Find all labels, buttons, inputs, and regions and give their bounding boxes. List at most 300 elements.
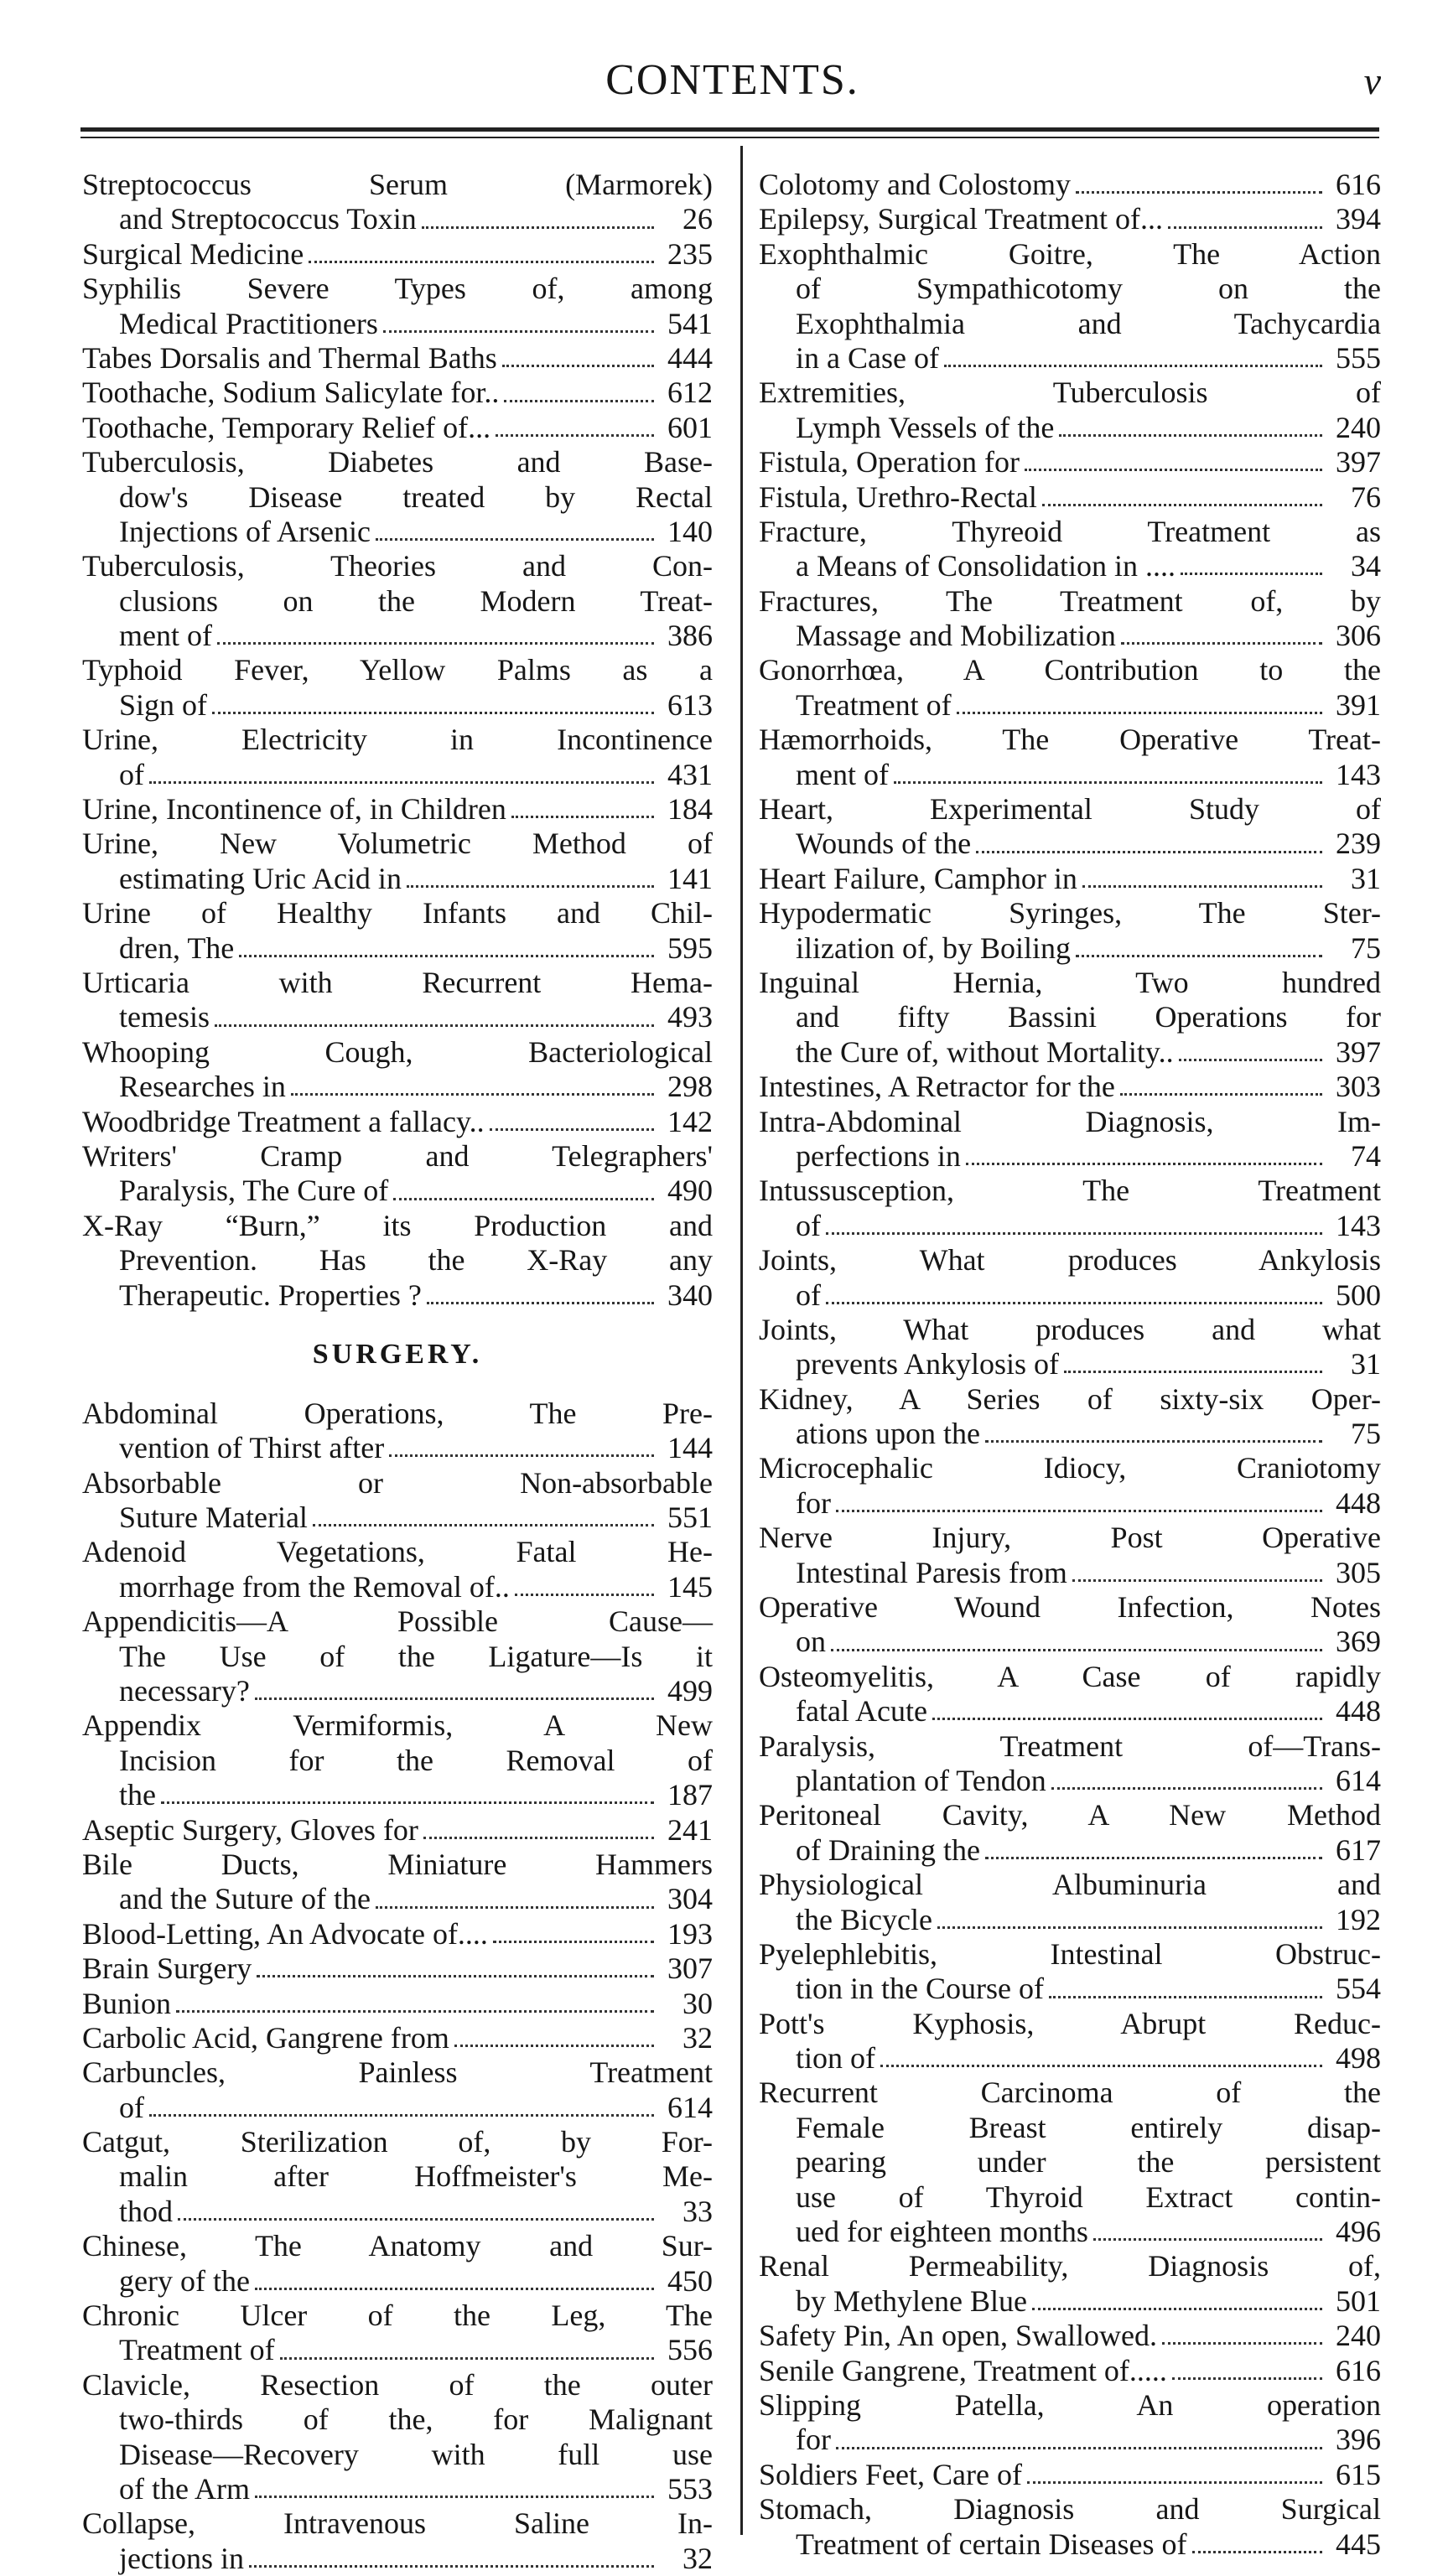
index-entry (82, 896, 713, 966)
header-rule-thin (80, 137, 1379, 138)
entry-text: Urine of Healthy Infants and Chil- (82, 896, 713, 930)
header-rule-thick (80, 127, 1379, 132)
entry-page-number: 187 (667, 1778, 713, 1812)
entry-text: Lymph Vessels of the (796, 410, 1055, 444)
entry-text: ment of (796, 757, 889, 791)
entry-page-number: 397 (1336, 445, 1381, 479)
index-entry (82, 827, 713, 896)
leader-dots (215, 1024, 654, 1027)
entry-page-number: 192 (1336, 1902, 1381, 1936)
index-entry (759, 1660, 1381, 1729)
index-entry (82, 237, 713, 272)
index-entry (82, 411, 713, 445)
leader-dots (831, 1649, 1322, 1651)
entry-page-number: 448 (1336, 1485, 1381, 1520)
entry-page-number: 340 (667, 1278, 713, 1312)
index-entry (82, 1604, 713, 1708)
entry-page-number: 444 (667, 340, 713, 375)
entry-text: Operative Wound Infection, Notes (759, 1590, 1381, 1625)
entry-text: two-thirds of the, for Malignant (119, 2402, 713, 2437)
leader-dots (966, 1163, 1322, 1165)
entry-text: in a Case of (796, 340, 939, 375)
index-entry (759, 1382, 1381, 1452)
leader-dots (976, 851, 1322, 853)
index-entry (759, 1313, 1381, 1382)
index-entry (759, 723, 1381, 792)
entry-page-number: 394 (1336, 202, 1381, 236)
entry-text: Soldiers Feet, Care of (759, 2457, 1022, 2491)
entry-text: Sign of (119, 687, 208, 722)
index-entry (82, 1987, 713, 2021)
entry-text: Colotomy and Colostomy (759, 168, 1072, 201)
index-entry (759, 653, 1381, 723)
section-heading: SURGERY. (312, 1338, 483, 1370)
entry-page-number: 616 (1336, 2353, 1381, 2387)
entry-page-number: 143 (1336, 757, 1381, 791)
index-entry (82, 723, 713, 792)
index-entry (759, 237, 1381, 376)
entry-text: Typhoid Fever, Yellow Palms as a (82, 653, 713, 687)
entry-text: Renal Permeability, Diagnosis of, (759, 2249, 1381, 2283)
entry-text: malin after Hoffmeister's Me- (119, 2159, 713, 2194)
entry-text: Gonorrhœa, A Contribution to the (759, 653, 1381, 687)
entry-text: and Streptococcus Toxin (119, 202, 417, 236)
entry-page-number: 235 (667, 236, 713, 271)
index-entry (759, 966, 1381, 1070)
entry-text: Massage and Mobilization (796, 619, 1116, 653)
entry-text: Stomach, Diagnosis and Surgical (759, 2492, 1381, 2527)
leader-dots (376, 1906, 654, 1909)
leader-dots (393, 1198, 654, 1200)
entry-page-number: 76 (1351, 479, 1381, 514)
index-entry (82, 549, 713, 653)
index-entry (759, 1590, 1381, 1660)
entry-page-number: 140 (667, 514, 713, 548)
entry-text: Prevention. Has the X-Ray any (119, 1243, 713, 1278)
index-entry (82, 272, 713, 341)
leader-dots (149, 781, 654, 784)
leader-dots (937, 1926, 1322, 1929)
entry-text: Heart Failure, Camphor in (759, 861, 1077, 895)
entry-text: Paralysis, Treatment of—Trans- (759, 1729, 1381, 1763)
entry-text: of (119, 2090, 144, 2124)
entry-page-number: 450 (667, 2263, 713, 2298)
entry-text: Aseptic Surgery, Gloves for (82, 1812, 418, 1847)
entry-text: for (796, 1485, 831, 1520)
entry-text: Urine, Incontinence of, in Children (82, 792, 506, 827)
leader-dots (217, 642, 654, 645)
leader-dots (255, 1697, 654, 1700)
leader-dots (149, 2114, 654, 2117)
entry-page-number: 240 (1336, 2319, 1381, 2353)
index-entry (82, 2368, 713, 2507)
index-entry (759, 1174, 1381, 1243)
entry-text: Researches in (119, 1070, 286, 1104)
entry-text: Chronic Ulcer of the Leg, The (82, 2299, 713, 2333)
entry-text: of the Arm (119, 2472, 250, 2506)
entry-text: ued for eighteen months (796, 2215, 1088, 2249)
leader-dots (1120, 1093, 1322, 1096)
entry-page-number: 307 (667, 1951, 713, 1986)
leader-dots (511, 816, 654, 818)
entry-text: Urine, New Volumetric Method of (82, 827, 713, 861)
entry-text: the Cure of, without Mortality.. (796, 1034, 1174, 1069)
entry-text: estimating Uric Acid in (119, 861, 402, 895)
entry-page-number: 240 (1336, 410, 1381, 444)
entry-text: Suture Material (119, 1501, 308, 1535)
index-entry (759, 2319, 1381, 2353)
index-entry (759, 584, 1381, 654)
leader-dots (880, 2065, 1322, 2067)
entry-text: Absorbable or Non-absorbable (82, 1465, 713, 1500)
entry-text: Treatment of (796, 687, 952, 722)
entry-text: Peritoneal Cavity, A New Method (759, 1798, 1381, 1832)
leader-dots (932, 1718, 1322, 1720)
entry-page-number: 26 (682, 202, 713, 236)
leader-dots (176, 2010, 654, 2013)
entry-text: Extremities, Tuberculosis of (759, 376, 1381, 410)
leader-dots (255, 2288, 654, 2290)
index-entry (759, 1868, 1381, 1937)
index-entry (82, 653, 713, 723)
leader-dots (1051, 1787, 1322, 1790)
leader-dots (427, 1302, 654, 1304)
index-entry (759, 1937, 1381, 2007)
entry-text: ilization of, by Boiling (796, 930, 1071, 965)
entry-text: Female Breast entirely disap- (796, 2110, 1381, 2144)
leader-dots (504, 400, 654, 402)
leader-dots (985, 1440, 1322, 1443)
entry-text: Hæmorrhoids, The Operative Treat- (759, 723, 1381, 757)
index-entry (759, 376, 1381, 445)
page-number: v (1363, 60, 1381, 102)
index-entry (759, 168, 1381, 202)
leader-dots (490, 1128, 654, 1131)
leader-dots (1168, 226, 1322, 229)
index-entry (759, 896, 1381, 966)
entry-page-number: 431 (667, 757, 713, 791)
entry-text: Safety Pin, An open, Swallowed. (759, 2319, 1157, 2353)
entry-text: Physiological Albuminuria and (759, 1868, 1381, 1902)
index-entry (82, 2229, 713, 2299)
entry-page-number: 496 (1336, 2215, 1381, 2249)
leader-dots (422, 226, 654, 229)
entry-text: the (119, 1778, 156, 1812)
entry-text: Intussusception, The Treatment (759, 1174, 1381, 1208)
entry-page-number: 241 (667, 1812, 713, 1847)
entry-page-number: 30 (682, 1986, 713, 2020)
entry-text: necessary? (119, 1674, 250, 1708)
entry-text: Pyelephlebitis, Intestinal Obstruc- (759, 1936, 1381, 1971)
leader-dots (389, 1454, 654, 1457)
leader-dots (957, 712, 1322, 714)
entry-text: Catgut, Sterilization of, by For- (82, 2125, 713, 2159)
entry-text: Intra-Abdominal Diagnosis, Im- (759, 1104, 1381, 1138)
entry-page-number: 32 (682, 2020, 713, 2055)
entry-text: Tabes Dorsalis and Thermal Baths (82, 340, 497, 375)
entry-text: and the Suture of the (119, 1882, 371, 1916)
entry-page-number: 32 (682, 2541, 713, 2575)
leader-dots (376, 538, 654, 541)
entry-text: Streptococcus Serum (Marmorek) (82, 168, 713, 201)
entry-text: Intestines, A Retractor for the (759, 1070, 1115, 1104)
entry-page-number: 499 (667, 1674, 713, 1708)
leader-dots (1076, 955, 1322, 957)
entry-page-number: 613 (667, 687, 713, 722)
entry-text: prevents Ankylosis of (796, 1347, 1059, 1381)
leader-dots (239, 955, 654, 957)
entry-page-number: 145 (667, 1569, 713, 1604)
entry-text: Syphilis Severe Types of, among (82, 272, 713, 306)
entry-page-number: 75 (1351, 1417, 1381, 1451)
entry-page-number: 75 (1351, 930, 1381, 965)
index-entry (82, 1466, 713, 1536)
entry-text: Tuberculosis, Theories and Con- (82, 549, 713, 583)
entry-text: Wounds of the (796, 827, 972, 861)
entry-text: Inguinal Hernia, Two hundred (759, 965, 1381, 999)
entry-text: Writers' Cramp and Telegraphers' (82, 1138, 713, 1173)
entry-text: thod (119, 2194, 174, 2228)
entry-text: Fistula, Urethro-Rectal (759, 479, 1037, 514)
entry-text: gery of the (119, 2263, 250, 2298)
entry-text: Treatment of certain Diseases of (796, 2527, 1187, 2561)
index-entry (759, 515, 1381, 584)
right-column (759, 168, 1381, 2562)
entry-page-number: 445 (1336, 2527, 1381, 2561)
entry-text: for (796, 2423, 831, 2457)
leader-dots (309, 261, 654, 263)
left-column (82, 168, 713, 2576)
entry-page-number: 144 (667, 1431, 713, 1465)
index-entry (759, 202, 1381, 236)
leader-dots (407, 885, 654, 888)
leader-dots (1121, 642, 1322, 645)
entry-text: Tuberculosis, Diabetes and Base- (82, 445, 713, 479)
entry-text: tion in the Course of (796, 1972, 1044, 2006)
entry-page-number: 369 (1336, 1625, 1381, 1659)
leader-dots (423, 1837, 654, 1839)
entry-text: of Draining the (796, 1832, 980, 1867)
entry-text: Fistula, Operation for (759, 445, 1020, 479)
entry-page-number: 31 (1351, 861, 1381, 895)
index-entry (759, 1105, 1381, 1174)
running-head (84, 55, 1381, 114)
index-entry (82, 1139, 713, 1209)
leader-dots (1059, 434, 1322, 437)
entry-page-number: 306 (1336, 619, 1381, 653)
leader-dots (255, 2496, 654, 2498)
entry-text: Exophthalmic Goitre, The Action (759, 236, 1381, 271)
leader-dots (1042, 504, 1322, 506)
entry-text: of (796, 1208, 821, 1242)
entry-page-number: 541 (667, 306, 713, 340)
leader-dots (161, 1801, 654, 1804)
entry-page-number: 595 (667, 930, 713, 965)
entry-text: ment of (119, 619, 212, 653)
entry-text: and fifty Bassini Operations for (796, 1000, 1381, 1034)
leader-dots (313, 1524, 654, 1526)
entry-page-number: 501 (1336, 2283, 1381, 2318)
entry-text: Fractures, The Treatment of, by (759, 583, 1381, 618)
entry-text: Carbolic Acid, Gangrene from (82, 2020, 449, 2055)
index-entry (82, 168, 713, 237)
leader-dots (1082, 885, 1322, 888)
entry-text: Hypodermatic Syringes, The Ster- (759, 896, 1381, 930)
leader-dots (836, 2447, 1322, 2449)
index-entry (82, 1917, 713, 1951)
index-entry (82, 2055, 713, 2125)
entry-text: by Methylene Blue (796, 2283, 1027, 2318)
entry-text: pearing under the persistent (796, 2145, 1381, 2179)
entry-page-number: 553 (667, 2472, 713, 2506)
entry-text: Senile Gangrene, Treatment of..... (759, 2353, 1167, 2387)
leader-dots (985, 1857, 1322, 1859)
entry-page-number: 193 (667, 1916, 713, 1951)
index-entry (82, 966, 713, 1035)
entry-text: Epilepsy, Surgical Treatment of... (759, 202, 1163, 236)
index-entry (759, 2458, 1381, 2492)
leader-dots (1192, 2551, 1322, 2553)
index-entry (759, 792, 1381, 862)
entry-text: Urticaria with Recurrent Hema- (82, 965, 713, 999)
index-entry (82, 341, 713, 376)
entry-page-number: 397 (1336, 1034, 1381, 1069)
entry-text: temesis (119, 1000, 210, 1034)
leader-dots (1179, 1059, 1322, 1061)
index-entry (82, 792, 713, 827)
leader-dots (454, 2045, 654, 2047)
entry-text: Incision for the Removal of (119, 1743, 713, 1777)
entry-page-number: 554 (1336, 1972, 1381, 2006)
leader-dots (291, 1093, 654, 1096)
leader-dots (257, 1975, 654, 1977)
leader-dots (1025, 469, 1322, 471)
entry-text: Clavicle, Resection of the outer (82, 2367, 713, 2402)
entry-text: Toothache, Sodium Salicylate for.. (82, 376, 500, 410)
leader-dots (1027, 2481, 1322, 2484)
index-entry (759, 445, 1381, 479)
entry-text: Joints, What produces and what (759, 1312, 1381, 1346)
entry-text: Abdominal Operations, The Pre- (82, 1396, 713, 1430)
entry-page-number: 34 (1351, 549, 1381, 583)
entry-text: Appendix Vermiformis, A New (82, 1708, 713, 1743)
index-entry (82, 2125, 713, 2229)
entry-page-number: 448 (1336, 1694, 1381, 1729)
entry-text: Surgical Medicine (82, 236, 304, 271)
index-entry (759, 2492, 1381, 2562)
entry-page-number: 493 (667, 1000, 713, 1034)
entry-page-number: 74 (1351, 1138, 1381, 1173)
index-entry (759, 2076, 1381, 2249)
leader-dots (1093, 2238, 1322, 2241)
entry-text: Recurrent Carcinoma of the (759, 2076, 1381, 2110)
leader-dots (836, 1510, 1322, 1512)
page-title: CONTENTS. (605, 56, 859, 104)
entry-page-number: 612 (667, 376, 713, 410)
index-entry (759, 1451, 1381, 1521)
entry-page-number: 614 (1336, 1763, 1381, 1797)
entry-text: Kidney, A Series of sixty-six Oper- (759, 1381, 1381, 1416)
index-entry (759, 1243, 1381, 1313)
index-entry (759, 1070, 1381, 1104)
entry-page-number: 615 (1336, 2457, 1381, 2491)
leader-dots (826, 1232, 1322, 1235)
leader-dots (1064, 1371, 1322, 1373)
entry-page-number: 142 (667, 1104, 713, 1138)
index-entry (82, 1397, 713, 1466)
leader-dots (1076, 191, 1322, 194)
entry-page-number: 304 (667, 1882, 713, 1916)
entry-text: plantation of Tendon (796, 1763, 1046, 1797)
entry-page-number: 500 (1336, 1278, 1381, 1312)
leader-dots (383, 330, 654, 333)
leader-dots (515, 1594, 654, 1596)
entry-text: a Means of Consolidation in .... (796, 549, 1176, 583)
entry-text: Treatment of (119, 2333, 275, 2367)
entry-page-number: 298 (667, 1070, 713, 1104)
entry-text: Slipping Patella, An operation (759, 2388, 1381, 2422)
index-entry (82, 1951, 713, 1986)
entry-text: Nerve Injury, Post Operative (759, 1521, 1381, 1555)
entry-text: dren, The (119, 930, 235, 965)
index-entry (759, 480, 1381, 515)
entry-text: the Bicycle (796, 1902, 932, 1936)
leader-dots (1181, 573, 1322, 575)
entry-text: of Sympathicotomy on the (796, 272, 1381, 306)
entry-text: Microcephalic Idiocy, Craniotomy (759, 1451, 1381, 1485)
entry-page-number: 305 (1336, 1555, 1381, 1589)
entry-text: morrhage from the Removal of.. (119, 1569, 510, 1604)
entry-text: Joints, What produces Ankylosis (759, 1243, 1381, 1278)
entry-page-number: 143 (1336, 1208, 1381, 1242)
entry-text: tion of (796, 2041, 875, 2076)
leader-dots (1072, 1579, 1322, 1582)
index-entry (759, 862, 1381, 896)
index-entry (82, 1035, 713, 1105)
entry-text: Woodbridge Treatment a fallacy.. (82, 1104, 485, 1138)
leader-dots (1172, 2377, 1322, 2380)
entry-page-number: 551 (667, 1501, 713, 1535)
leader-dots (1049, 1996, 1322, 1998)
entry-text: Bunion (82, 1986, 172, 2020)
index-entry (759, 2007, 1381, 2076)
entry-text: Whooping Cough, Bacteriological (82, 1034, 713, 1069)
entry-page-number: 239 (1336, 827, 1381, 861)
entry-text: clusions on the Modern Treat- (119, 583, 713, 618)
index-entry (759, 1729, 1381, 1799)
entry-text: of (119, 757, 144, 791)
leader-dots (502, 365, 654, 367)
entry-text: Medical Practitioners (119, 306, 378, 340)
entry-page-number: 556 (667, 2333, 713, 2367)
index-entry (759, 1521, 1381, 1590)
entry-text: dow's Disease treated by Rectal (119, 479, 713, 514)
index-entry (82, 2299, 713, 2368)
entry-text: Disease—Recovery with full use (119, 2437, 713, 2471)
entry-text: Injections of Arsenic (119, 514, 371, 548)
leader-dots (894, 781, 1322, 784)
index-entry (759, 2249, 1381, 2319)
entry-text: fatal Acute (796, 1694, 927, 1729)
entry-page-number: 396 (1336, 2423, 1381, 2457)
column-divider (740, 146, 743, 2535)
entry-text: Paralysis, The Cure of (119, 1174, 389, 1208)
entry-page-number: 391 (1336, 687, 1381, 722)
entry-text: Heart, Experimental Study of (759, 792, 1381, 827)
entry-text: Toothache, Temporary Relief of... (82, 410, 491, 444)
index-entry (82, 376, 713, 410)
entry-text: Osteomyelitis, A Case of rapidly (759, 1659, 1381, 1693)
